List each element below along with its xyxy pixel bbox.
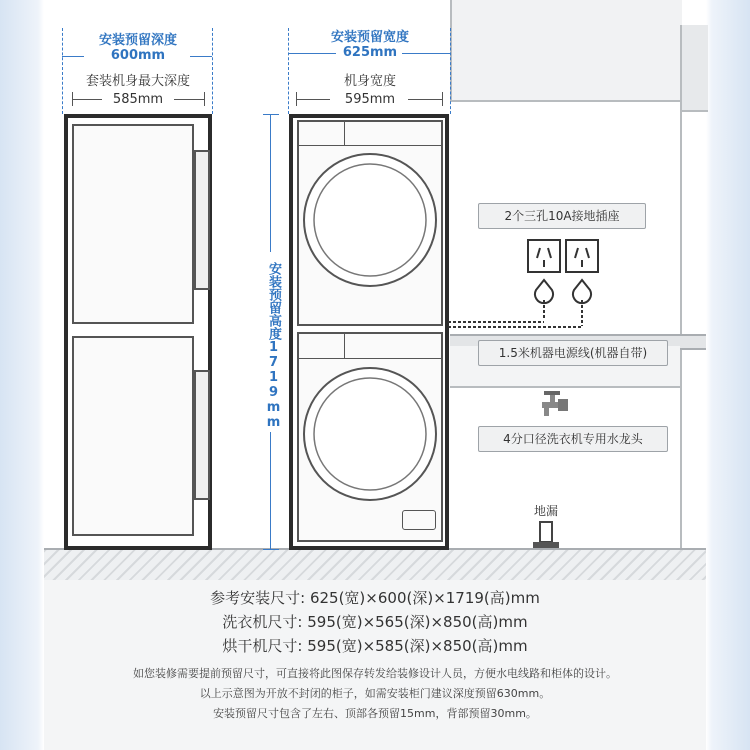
body-width-value: 595mm bbox=[344, 92, 396, 107]
height-arrow-bottom bbox=[270, 432, 271, 550]
height-arrow-top bbox=[270, 114, 271, 252]
depth-reserved-arrow-right bbox=[190, 56, 212, 57]
plug-left-icon bbox=[535, 280, 553, 303]
width-reserved-value: 625mm bbox=[342, 45, 398, 60]
washer-filter-cover bbox=[402, 510, 436, 530]
washer-control-panel-line bbox=[299, 358, 441, 359]
spec-dryer-value: 595(宽)×585(深)×850(高)mm bbox=[307, 637, 528, 655]
depth-max-arrow-right bbox=[174, 99, 204, 100]
depth-reserved-label: 安装预留深度 bbox=[98, 33, 177, 48]
dryer-control-panel-line bbox=[299, 145, 441, 146]
wall-edge-line bbox=[680, 110, 682, 550]
body-width-arrow-left bbox=[296, 99, 330, 100]
side-view-dryer-door bbox=[194, 150, 210, 290]
depth-max-value: 585mm bbox=[112, 92, 164, 107]
depth-reserved-arrow-left bbox=[62, 56, 84, 57]
depth-reserved-guide-right bbox=[212, 28, 213, 114]
spec-dryer-label: 烘干机尺寸: bbox=[222, 637, 303, 655]
faucet-label: 4分口径洗衣机专用水龙头 bbox=[478, 426, 668, 452]
upper-cabinet bbox=[450, 0, 682, 102]
dryer-door-svg bbox=[300, 150, 440, 290]
width-reserved-guide-left bbox=[288, 28, 289, 114]
spec-washer-value: 595(宽)×565(深)×850(高)mm bbox=[307, 613, 528, 631]
side-view-washer bbox=[72, 336, 194, 536]
body-width-tick-left bbox=[296, 92, 297, 106]
note-line-3: 安装预留尺寸包含了左右、顶部各预留15mm，背部预留30mm。 bbox=[213, 707, 537, 720]
power-cord-label: 1.5米机器电源线(机器自带) bbox=[478, 340, 668, 366]
depth-max-tick-right bbox=[204, 92, 205, 106]
washer-door-inner bbox=[314, 378, 426, 490]
body-width-arrow-right bbox=[408, 99, 442, 100]
washer-panel-divider bbox=[344, 334, 345, 358]
dryer-door-inner bbox=[314, 164, 426, 276]
spec-dryer bbox=[44, 636, 706, 656]
spec-reference bbox=[44, 588, 706, 608]
note-line-1: 如您装修需要提前预留尺寸，可直接将此图保存转发给装修设计人员，方便水电线路和柜体的设计。 bbox=[133, 667, 617, 680]
depth-reserved-guide-left bbox=[62, 28, 63, 114]
upper-cabinet-side bbox=[680, 25, 708, 112]
dryer-panel-divider bbox=[344, 122, 345, 145]
side-view-washer-door bbox=[194, 370, 210, 500]
body-width-tick-right bbox=[442, 92, 443, 106]
socket-left bbox=[528, 240, 560, 272]
floor-drain-label: 地漏 bbox=[533, 504, 558, 518]
socket-right bbox=[566, 240, 598, 272]
height-tick-bottom bbox=[263, 549, 279, 550]
note-line-2: 以上示意图为开放不封闭的柜子，如需安装柜门建议深度预留630mm。 bbox=[199, 687, 551, 700]
width-reserved-arrow-left bbox=[288, 53, 336, 54]
width-reserved-arrow-right bbox=[402, 53, 450, 54]
depth-max-tick-left bbox=[72, 92, 73, 106]
floor-drain-icon bbox=[530, 520, 562, 552]
plug-right-icon bbox=[573, 280, 591, 303]
depth-max-label: 套装机身最大深度 bbox=[85, 74, 190, 89]
width-reserved-guide-right bbox=[450, 28, 451, 114]
height-tick-top bbox=[263, 114, 279, 115]
spec-washer-label: 洗衣机尺寸: bbox=[222, 613, 303, 631]
depth-max-arrow-left bbox=[72, 99, 102, 100]
width-reserved-label: 安装预留宽度 bbox=[330, 30, 409, 45]
floor bbox=[44, 548, 706, 582]
depth-reserved-value: 600mm bbox=[110, 48, 166, 63]
sockets-label: 2个三孔10A接地插座 bbox=[478, 203, 646, 229]
side-view-dryer bbox=[72, 124, 194, 324]
spec-reference-label: 参考安装尺寸: bbox=[210, 589, 306, 607]
washer-door-svg bbox=[300, 364, 440, 504]
spec-washer bbox=[44, 612, 706, 632]
power-cord-svg bbox=[446, 318, 586, 332]
faucet-icon bbox=[538, 390, 572, 420]
body-width-label: 机身宽度 bbox=[343, 74, 396, 89]
height-reserved-label: 安装预留高度1719mm bbox=[266, 262, 281, 430]
spec-reference-value: 625(宽)×600(深)×1719(高)mm bbox=[309, 589, 540, 607]
